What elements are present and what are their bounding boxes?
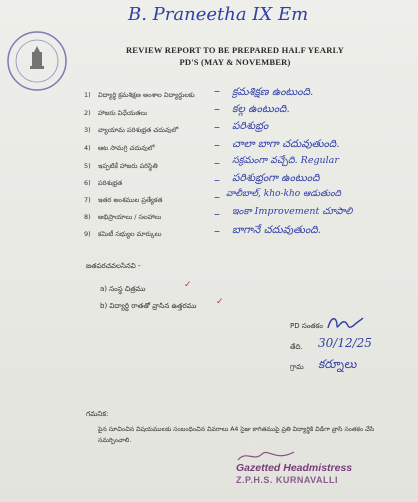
item-number: 8) — [84, 213, 91, 221]
date-value: 30/12/25 — [318, 336, 372, 350]
student-name-handwritten: B. Praneetha IX Em — [128, 4, 309, 25]
handwritten-answer: కల్గ ఉంటుంది. — [232, 103, 290, 115]
item-label: హాజరు విధేయతలు — [98, 109, 148, 117]
check-mark-icon: ✓ — [216, 297, 224, 307]
school-seal-icon — [6, 30, 68, 92]
date-label: తేది. — [290, 343, 303, 351]
answer-dash: – — [214, 156, 220, 170]
headmistress-stamp — [236, 462, 352, 485]
answer-dash: – — [214, 173, 220, 187]
handwritten-answer: పరిశుభ్రంగా ఉంటుంది — [232, 172, 320, 184]
handwritten-answer: క్రమశిక్షణ ఉంటుంది. — [232, 86, 314, 98]
list-item — [84, 88, 224, 102]
check-mark-icon: ✓ — [184, 280, 192, 290]
document-title-line2: PD'S (MAY & NOVEMBER) — [179, 57, 291, 67]
item-number: 1) — [84, 91, 91, 99]
list-item — [84, 193, 224, 207]
item-label: వ్యాయామ పరిశుభ్రత చదువులో — [98, 126, 179, 134]
list-item — [84, 159, 224, 173]
item-number: 4) — [84, 144, 91, 152]
item-number: 7) — [84, 196, 91, 204]
list-item — [84, 227, 224, 241]
handwritten-answer: వాలీబాల్, kho-kho ఆడుతుంది — [226, 189, 342, 199]
answer-dash: – — [214, 190, 220, 204]
item-label: ఆట సామగ్రి చదువులో — [98, 144, 155, 152]
item-number: 3) — [84, 126, 91, 134]
item-label: విద్యార్థి క్రమశిక్షణ అంశాల విద్యార్థులకు — [98, 91, 195, 99]
list-item — [84, 123, 224, 137]
headmistress-signature-icon — [236, 448, 296, 464]
handwritten-answer: బాగానే చదువుతుంది. — [232, 224, 322, 236]
item-number: 2) — [84, 109, 91, 117]
handwritten-answer: చాలా బాగా చదువుతుంది. — [232, 138, 340, 150]
answer-dash: – — [214, 224, 220, 238]
stamp-title: Gazetted Headmistress — [236, 462, 353, 474]
handwritten-answer: పరిశుభ్రం — [232, 120, 269, 132]
answer-dash: – — [214, 84, 220, 98]
note-title: గమనిక: — [86, 410, 109, 418]
item-number: 9) — [84, 230, 91, 238]
answer-dash: – — [214, 102, 220, 116]
attachment-a: a) సంస్థ చిత్రము — [100, 285, 146, 293]
attachment-b: b) విద్యార్థి రాతతో వ్రాసిన ఉత్తరము — [100, 302, 197, 310]
note-body: పైన సూచించిన విషయములకు సంబంధించిన వివరాలు A4 సైజు కాగితముపై ప్రతి విద్యార్థికి విడిగా వ్రాసి సంతకం చేసి సమర్పించాలి. — [98, 426, 375, 444]
item-label: కమిటీ సభ్యుల మార్కులు — [98, 230, 162, 238]
list-item — [84, 141, 224, 155]
handwritten-answer: సక్రమంగా వచ్చేది. Regular — [232, 155, 339, 166]
attachments-heading: జతపరచవలసినవి - — [86, 262, 141, 270]
handwritten-answer: ఇంకా Improvement చూపాలి — [232, 206, 353, 217]
place-value: కర్నూలు — [318, 357, 357, 371]
item-label: ఇప్పటికే హాజరు పరిస్థితి — [98, 162, 158, 170]
list-item — [84, 210, 224, 224]
item-label: పరిశుభ్రత — [98, 179, 123, 187]
list-item — [84, 176, 224, 190]
item-label: ఇతర అంశముల ప్రత్యేకత — [98, 196, 163, 204]
list-item — [84, 106, 224, 120]
item-label: అభిప్రాయాలు / సలహాలు — [98, 213, 162, 221]
answer-dash: – — [214, 120, 220, 134]
item-number: 6) — [84, 179, 91, 187]
document-title-line1: REVIEW REPORT TO BE PREPARED HALF YEARLY — [125, 45, 345, 55]
answer-dash: – — [214, 207, 220, 221]
stamp-school: Z.P.H.S. KURNAVALLI — [236, 475, 339, 485]
pd-signature-label: PD సంతకం — [290, 322, 323, 330]
item-number: 5) — [84, 162, 91, 170]
answer-dash: – — [214, 138, 220, 152]
place-label: గ్రామ — [290, 363, 304, 371]
pd-signature-icon — [325, 312, 365, 334]
